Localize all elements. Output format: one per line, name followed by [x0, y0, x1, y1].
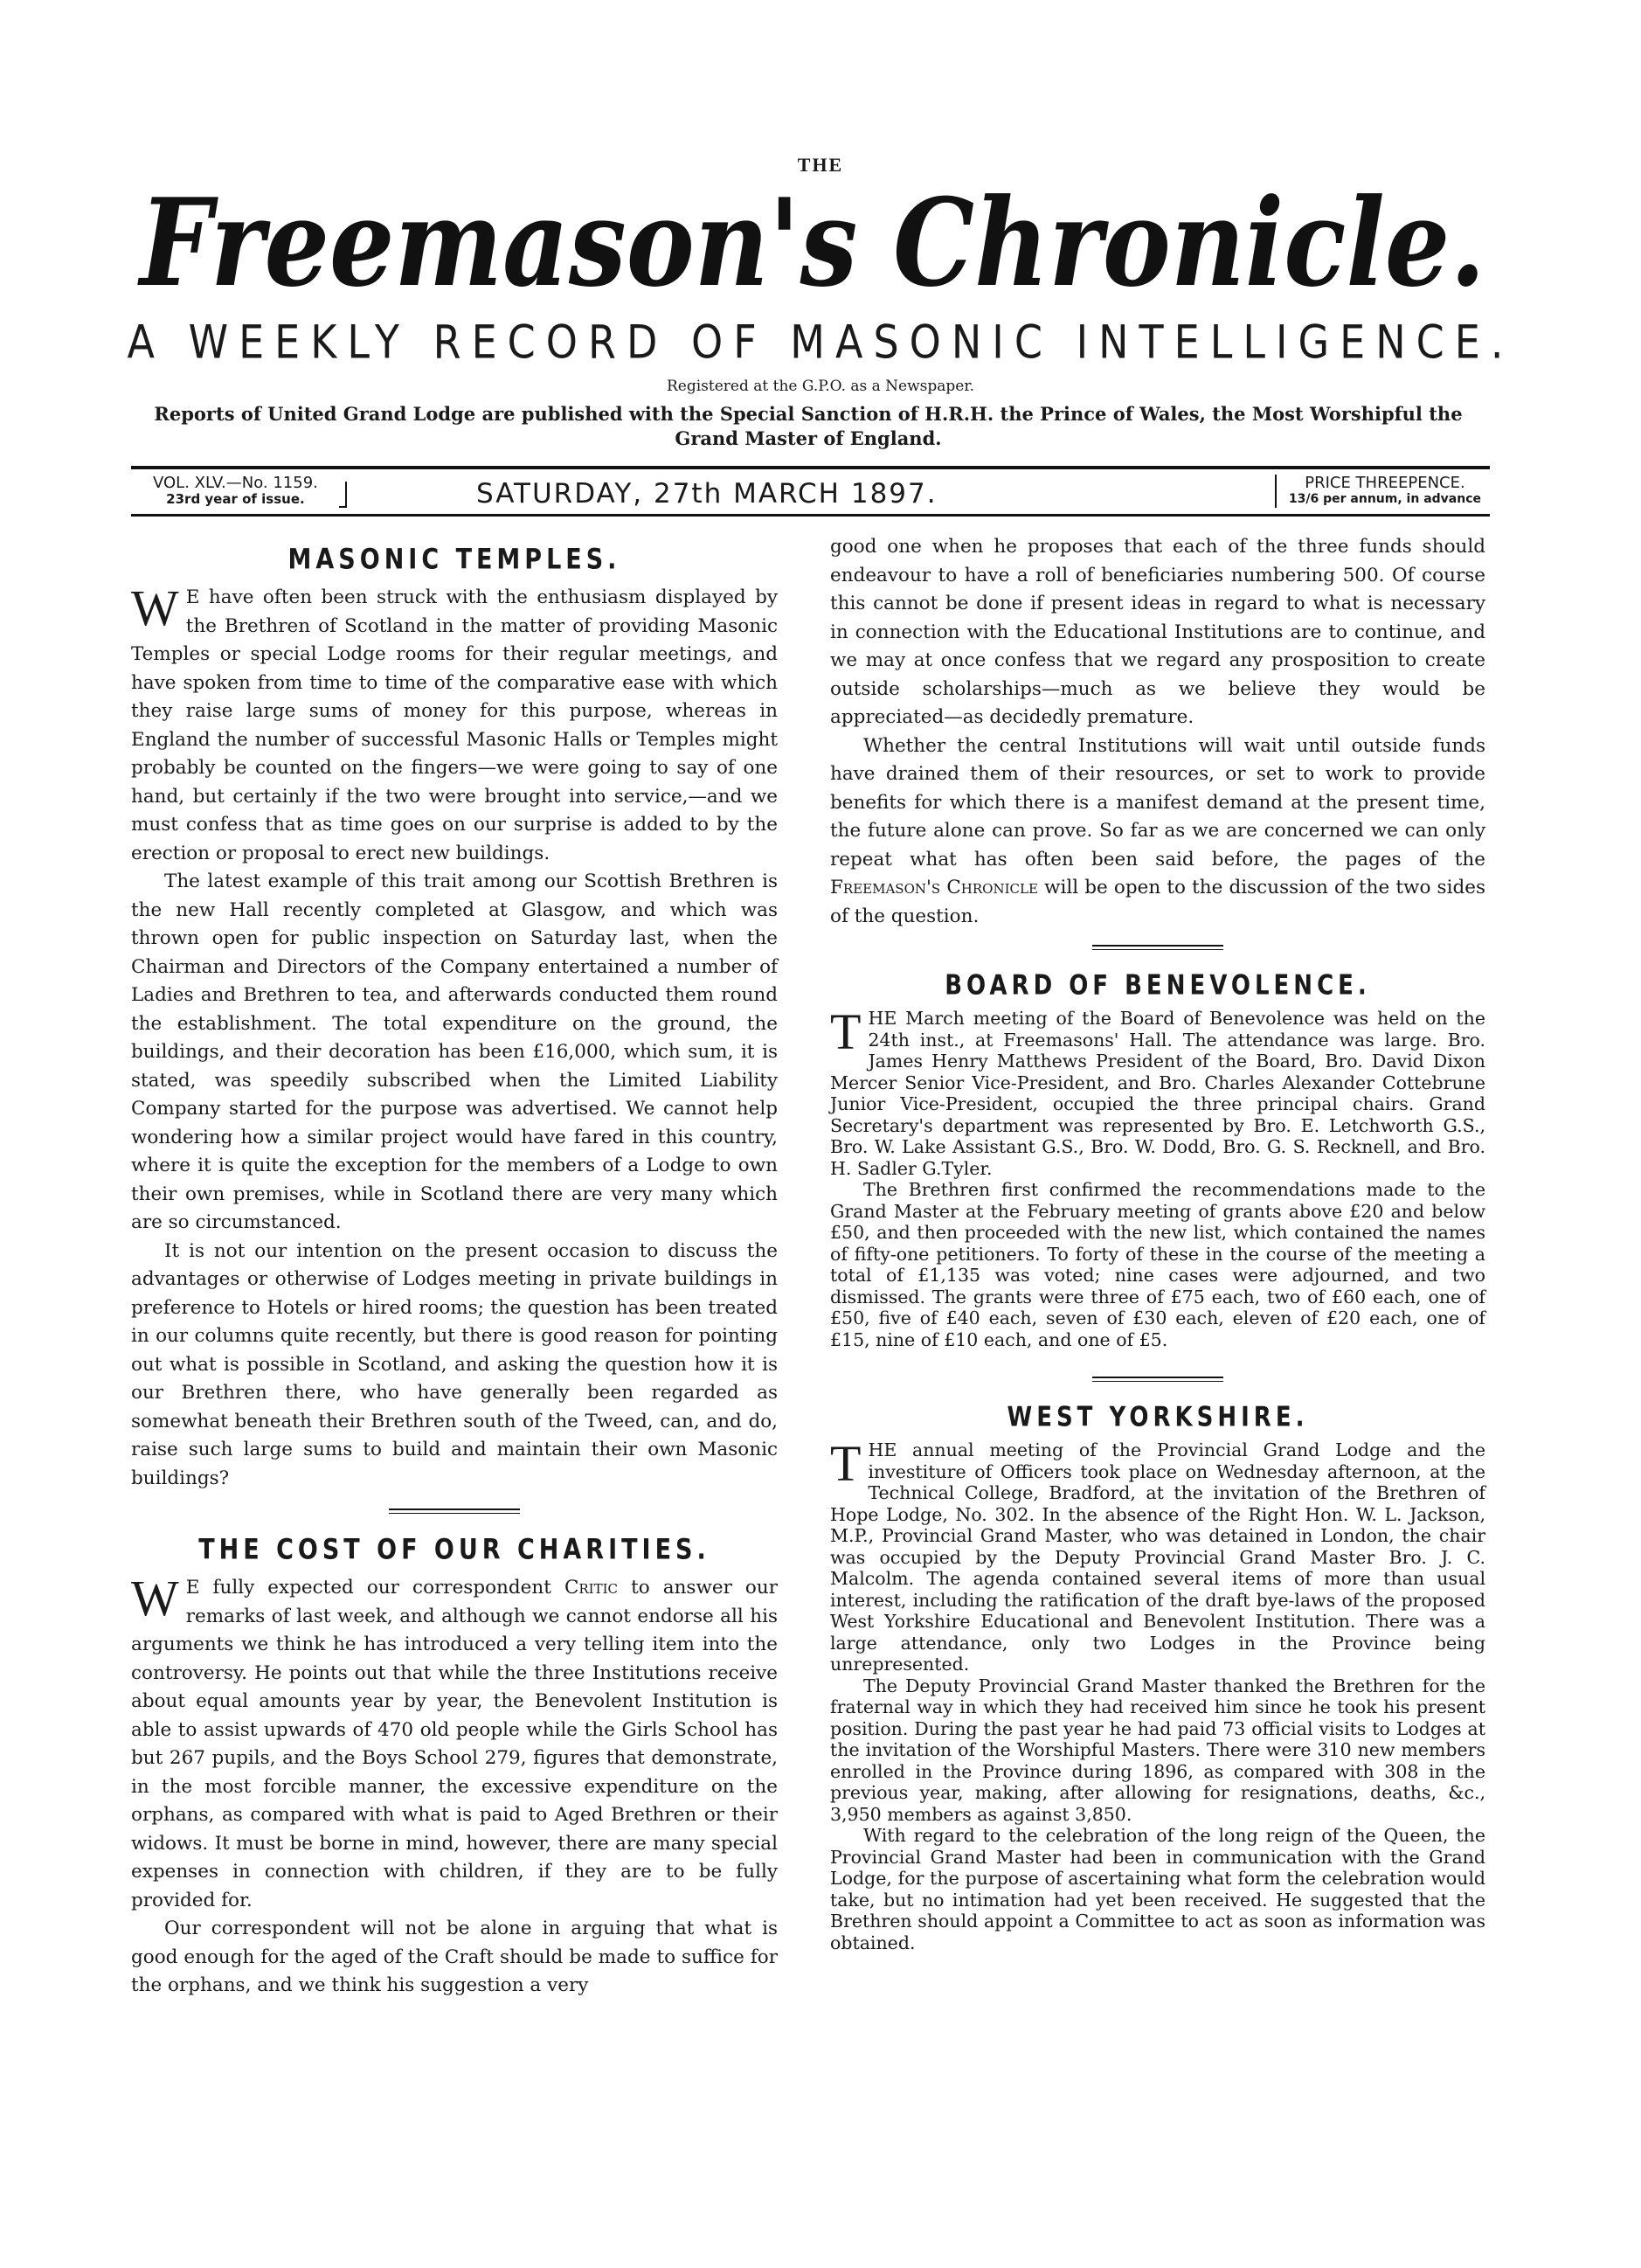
masthead-the: THE — [797, 154, 844, 176]
top-rule — [131, 466, 1490, 469]
board-of-benevolence-article — [830, 1003, 1485, 1350]
section-divider — [389, 1509, 520, 1514]
masonic-temples-article — [131, 579, 778, 1493]
bracket-left — [339, 482, 347, 508]
yorkshire-p3: With regard to the celebration of the long reign of the Queen, the Provincial Grand Master had been in communication with the Grand Lodge, for the purpose of ascertaining what form the celebration would take, but no intimation had yet been received. He suggested that the Brethren should appoint a Committee to act as soon as information was obtained. — [830, 1825, 1485, 1953]
board-of-benevolence-heading: BOARD OF BENEVOLENCE. — [945, 970, 1371, 1002]
volume-number: VOL. XLV.—No. 1159. — [153, 474, 318, 492]
price: PRICE THREEPENCE. — [1305, 474, 1465, 492]
masthead-title-text: Freemason's Chronicle. — [136, 171, 1486, 314]
paper-name: Freemason's Chronicle — [830, 877, 1038, 898]
masonic-temples-p3: It is not our intention on the present occasion to discuss the advantages or otherwise of Lodges meeting in private buildings in preference to Hotels or hired rooms; the question has been treated in our columns quite recently, but there is good reason for pointing out what is possible in Scotland, and asking the question how it is our Brethren there, who have generally been regarded as somewhat beneath their Brethren south of the Tweed, can, and do, raise such large sums to build and maintain their own Masonic buildings? — [131, 1239, 778, 1489]
issue-line — [131, 475, 1490, 511]
west-yorkshire-article — [830, 1435, 1485, 1953]
masonic-temples-p1: E have often been struck with the enthusiasm displayed by the Brethren of Scotland in the matter of providing Masonic Temples or special Lodge rooms for their regular meetings, and have spoken from time to time of the comparative ease with which they raise large sums of money for this purpose, whereas in England the number of successful Masonic Halls or Temples might probably be counted on the fingers—we were going to say of one hand, but certainly if the two were brought into service,—and we must confess that as time goes on our surprise is added to by the erection or proposal to erect new buildings. — [131, 586, 778, 864]
bottom-rule — [131, 514, 1490, 517]
critic-pseudonym: Critic — [564, 1577, 619, 1599]
year-of-issue: 23rd year of issue. — [166, 491, 305, 507]
yorkshire-p1: HE annual meeting of the Provincial Grand Lodge and the investiture of Officers took place on Wednesday afternoon, at the Technical College, Bradford, at the invitation of the Brethren of Hope Lodge, No. 302. In the absence of the Right Hon. W. L. Jackson, M.P., Provincial Grand Master, who was detained in London, the chair was occupied by the Deputy Provincial Grand Master Bro. J. C. Malcolm. The agenda contained several items of more than usual interest, including the ratification of the draft bye-laws of the proposed West Yorkshire Educational and Benevolent Institution. There was a large attendance, only two Lodges in the Province being unrepresented. — [830, 1439, 1485, 1675]
right-column — [830, 533, 1485, 1953]
masthead-subtitle: A WEEKLY RECORD OF MASONIC INTELLIGENCE. — [127, 314, 1514, 370]
cost-of-charities-article — [131, 1570, 779, 2001]
cost-of-charities-p1b: to answer our remarks of last week, and although we cannot endorse all his arguments we think he has introduced a very telling item into the controversy. He points out that while the three Institutions receive about equal amounts year by year, the Benevolent Institution is able to assist upwards of 470 old people while the Girls School has but 267 pupils, and the Boys School 279, figures that demonstrate, in the most forcible manner, the excessive expenditure on the orphans, as compared with what is paid to Aged Brethren or their widows. It must be borne in mind, however, there are many special expenses in connection with children, if they are to be fully provided for. — [131, 1577, 779, 1911]
registration-note: Registered at the G.P.O. as a Newspaper. — [666, 378, 975, 395]
charities-cont-p2b: will be open to the discussion of the two sides of the question. — [830, 877, 1485, 927]
cost-of-charities-p2: Our correspondent will not be alone in arguing that what is good enough for the aged of the Craft should be made to suffice for the orphans, and we think his suggestion a very — [131, 1918, 778, 1996]
cost-of-charities-continued — [830, 533, 1485, 931]
cost-of-charities-heading: THE COST OF OUR CHARITIES. — [198, 1533, 710, 1567]
yorkshire-p2: The Deputy Provincial Grand Master thanked the Brethren for the fraternal way in which they had received him since he took his present position. During the past year he had paid 73 official visits to Lodges at the invitation of the Worshipful Masters. There were 310 new members enrolled in the Province during 1896, as compared with 308 in the previous year, making, after allowing for resignations, deaths, &c., 3,950 members as against 3,850. — [830, 1675, 1485, 1825]
volume-info — [153, 475, 318, 508]
drop-cap: T — [830, 1003, 862, 1060]
masthead-title — [131, 171, 1494, 320]
left-column — [131, 543, 779, 2001]
issue-date: SATURDAY, 27th MARCH 1897. — [476, 478, 938, 510]
price-info — [1275, 475, 1481, 508]
masonic-temples-heading: MASONIC TEMPLES. — [287, 543, 621, 577]
drop-cap: W — [131, 579, 179, 636]
drop-cap: T — [830, 1435, 862, 1492]
charities-cont-p1: good one when he proposes that each of the three funds should endeavour to have a roll of beneficiaries numbering 500. Of course this cannot be done if present ideas in regard to what is necessary in connection with the Educational Institutions are to continue, and we may at once confess that we regard any prosposition to create outside scholarships—much as we believe they would be appreciated—as decidedly premature. — [830, 536, 1485, 728]
benevolence-p2: The Brethren first confirmed the recommendations made to the Grand Master at the February meeting of grants above £20 and below £50, and then proceeded with the new list, which contained the names of fifty-one petitioners. To forty of these in the course of the meeting a total of £1,135 was voted; nine cases were adjourned, and two dismissed. The grants were three of £75 each, two of £60 each, one of £50, five of £40 each, seven of £30 each, eleven of £20 each, one of £15, nine of £10 each, and one of £5. — [830, 1179, 1485, 1350]
benevolence-p1: HE March meeting of the Board of Benevolence was held on the 24th inst., at Freemasons' Hall. The attendance was large. Bro. James Henry Matthews President of the Board, Bro. David Dixon Mercer Senior Vice-President, and Bro. Charles Alexander Cottebrune Junior Vice-President, occupied the three principal chairs. Grand Secretary's department was represented by Bro. E. Letchworth G.S., Bro. W. Lake Assistant G.S., Bro. W. Dodd, Bro. G. S. Recknell, and Bro. H. Sadler G.Tyler. — [830, 1008, 1485, 1179]
grand-lodge-note: Reports of United Grand Lodge are published with the Special Sanction of H.R.H. the Prince of Wales, the Most Worshipful the Grand Master of England. — [154, 403, 1463, 449]
annual-subscription: 13/6 per annum, in advance — [1288, 492, 1481, 506]
west-yorkshire-heading: WEST YORKSHIRE. — [1007, 1402, 1309, 1433]
masonic-temples-p2: The latest example of this trait among our Scottish Brethren is the new Hall recently completed at Glasgow, and which was thrown open for public inspection on Saturday last, when the Chairman and Directors of the Company entertained a number of Ladies and Brethren to tea, and afterwards conducted them round the establishment. The total expenditure on the ground, the buildings, and their decoration has been £16,000, which sum, it is stated, was speedily subscribed when the Limited Liability Company started for the purpose was advertised. We cannot help wondering how a similar project would have fared in this country, where it is quite the exception for the members of a Lodge to own their own premises, while in Scotland there are very many which are so circumstanced. — [131, 870, 778, 1233]
cost-of-charities-p1a: E fully expected our correspondent — [185, 1577, 564, 1599]
section-divider — [1092, 945, 1223, 950]
drop-cap: W — [131, 1570, 179, 1626]
section-divider — [1092, 1377, 1223, 1382]
charities-cont-p2a: Whether the central Institutions will wait until outside funds have drained them of their resources, or set to work to provide benefits for which there is a manifest demand at the present time, the future alone can prove. So far as we are concerned we can only repeat what has often been said before, the pages of the — [830, 734, 1485, 870]
